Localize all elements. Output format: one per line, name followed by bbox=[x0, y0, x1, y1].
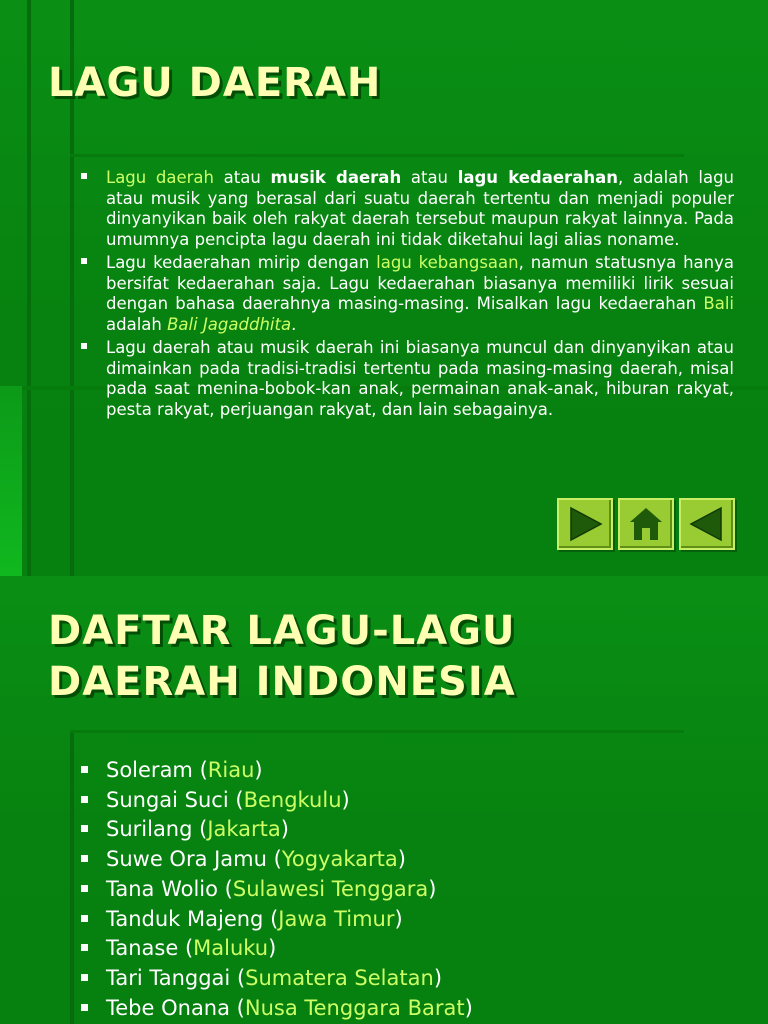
song-title: Surilang bbox=[106, 817, 193, 842]
region-link[interactable]: Yogyakarta bbox=[281, 847, 398, 872]
song-title: Tari Tanggai bbox=[106, 965, 231, 990]
song-list-item bbox=[78, 845, 734, 875]
slide-title bbox=[48, 606, 516, 708]
paren: ) bbox=[280, 817, 289, 842]
region-link[interactable]: Nusa Tenggara Barat bbox=[244, 995, 465, 1020]
paren: ) bbox=[394, 906, 403, 931]
previous-slide-button[interactable] bbox=[679, 498, 735, 550]
decor-vertical-line bbox=[27, 0, 31, 576]
paren: ( bbox=[217, 876, 233, 901]
paren: ) bbox=[464, 995, 473, 1020]
song-list-item bbox=[78, 786, 734, 816]
home-button[interactable] bbox=[618, 498, 674, 550]
song-title: Soleram bbox=[106, 758, 193, 782]
term-lagu-daerah: Lagu daerah bbox=[106, 168, 214, 187]
play-left-icon bbox=[681, 500, 733, 548]
song-list-item bbox=[78, 875, 734, 905]
region-link[interactable]: Jakarta bbox=[207, 817, 281, 842]
text-span: Lagu kedaerahan mirip dengan bbox=[106, 253, 377, 272]
paren: ( bbox=[263, 906, 279, 931]
paren: ) bbox=[397, 847, 406, 872]
song-title: Tana Wolio bbox=[106, 876, 218, 901]
decor-horizontal-line bbox=[70, 154, 684, 157]
paren: ) bbox=[428, 876, 437, 901]
region-link[interactable]: Jawa Timur bbox=[278, 906, 395, 931]
bullet-item bbox=[78, 253, 734, 335]
decor-left-strip bbox=[0, 386, 22, 576]
paren: ) bbox=[254, 758, 263, 782]
text-span: , adalah lagu atau musik yang berasal dari suatu daerah tertentu dan menjadi populer dinyanyikan baik oleh rakyat daerah tersebut maupun rakyat lainnya. Pada umumnya pencipta lagu daerah ini tidak diketahui lagi alias noname. bbox=[106, 168, 735, 249]
region-link[interactable]: Riau bbox=[207, 758, 255, 782]
song-list bbox=[78, 756, 734, 1023]
decor-vertical-line bbox=[70, 730, 74, 1024]
decor-horizontal-line bbox=[70, 730, 684, 733]
song-title: Tanase bbox=[106, 936, 179, 961]
paren: ( bbox=[192, 758, 208, 782]
term-musik-daerah: musik daerah bbox=[270, 168, 402, 187]
slide-title: LAGU DAERAH bbox=[48, 60, 382, 106]
bullet-item bbox=[78, 168, 734, 250]
bullet-item bbox=[78, 338, 734, 420]
slide-daftar-lagu bbox=[0, 576, 768, 1024]
song-title: Suwe Ora Jamu bbox=[106, 847, 267, 872]
region-link[interactable]: Sumatera Selatan bbox=[245, 965, 434, 990]
next-slide-button[interactable] bbox=[557, 498, 613, 550]
text-span: adalah bbox=[106, 314, 168, 334]
text-span: atau bbox=[401, 168, 458, 187]
song-list-item bbox=[78, 964, 734, 994]
paren: ) bbox=[433, 965, 443, 990]
song-list-item bbox=[78, 905, 734, 935]
link-bali-jagaddhita[interactable]: Bali Jagaddhita bbox=[167, 314, 292, 334]
title-line: DAFTAR LAGU-LAGU bbox=[48, 608, 516, 654]
song-title: Tanduk Majeng bbox=[106, 906, 264, 931]
region-link[interactable]: Bengkulu bbox=[243, 787, 342, 812]
term-lagu-kedaerahan: lagu kedaerahan bbox=[457, 168, 618, 187]
title-line: DAERAH INDONESIA bbox=[48, 659, 516, 706]
song-title: Tebe Onana bbox=[106, 995, 230, 1020]
link-bali[interactable]: Bali bbox=[703, 294, 734, 313]
song-list-item bbox=[78, 815, 734, 845]
region-link[interactable]: Sulawesi Tenggara bbox=[232, 876, 429, 901]
paren: ( bbox=[228, 787, 244, 812]
paren: ( bbox=[230, 995, 245, 1020]
link-lagu-kebangsaan[interactable]: lagu kebangsaan bbox=[376, 253, 519, 272]
bullet-list bbox=[78, 168, 734, 423]
paren: ) bbox=[268, 936, 277, 961]
text-span: , namun statusnya hanya bersifat kedaerahan saja. Lagu kedaerahan biasanya memiliki lirik sesuai dengan bahasa daerahnya masing-masing. Misalkan lagu kedaerahan bbox=[106, 253, 734, 313]
paren: ( bbox=[178, 936, 194, 961]
home-icon bbox=[620, 500, 672, 548]
text-span: atau bbox=[214, 168, 271, 187]
play-right-icon bbox=[559, 500, 611, 548]
paren: ( bbox=[230, 965, 246, 990]
region-link[interactable]: Maluku bbox=[193, 936, 269, 961]
paren: ) bbox=[341, 787, 350, 812]
song-title: Sungai Suci bbox=[106, 787, 229, 812]
text-span: Lagu daerah atau musik daerah ini biasanya muncul dan dinyanyikan atau dimainkan pada tradisi-tradisi tertentu pada masing-masing daerah, misal pada saat menina-bobok-kan anak, permainan anak-anak, hiburan rakyat, pesta rakyat, perjuangan rakyat, dan lain sebagainya. bbox=[106, 338, 734, 419]
song-list-item bbox=[78, 934, 734, 964]
song-list-item bbox=[78, 756, 734, 786]
paren: ( bbox=[192, 817, 208, 842]
paren: ( bbox=[266, 847, 282, 872]
song-list-item bbox=[78, 994, 734, 1024]
text-span: . bbox=[291, 314, 297, 334]
